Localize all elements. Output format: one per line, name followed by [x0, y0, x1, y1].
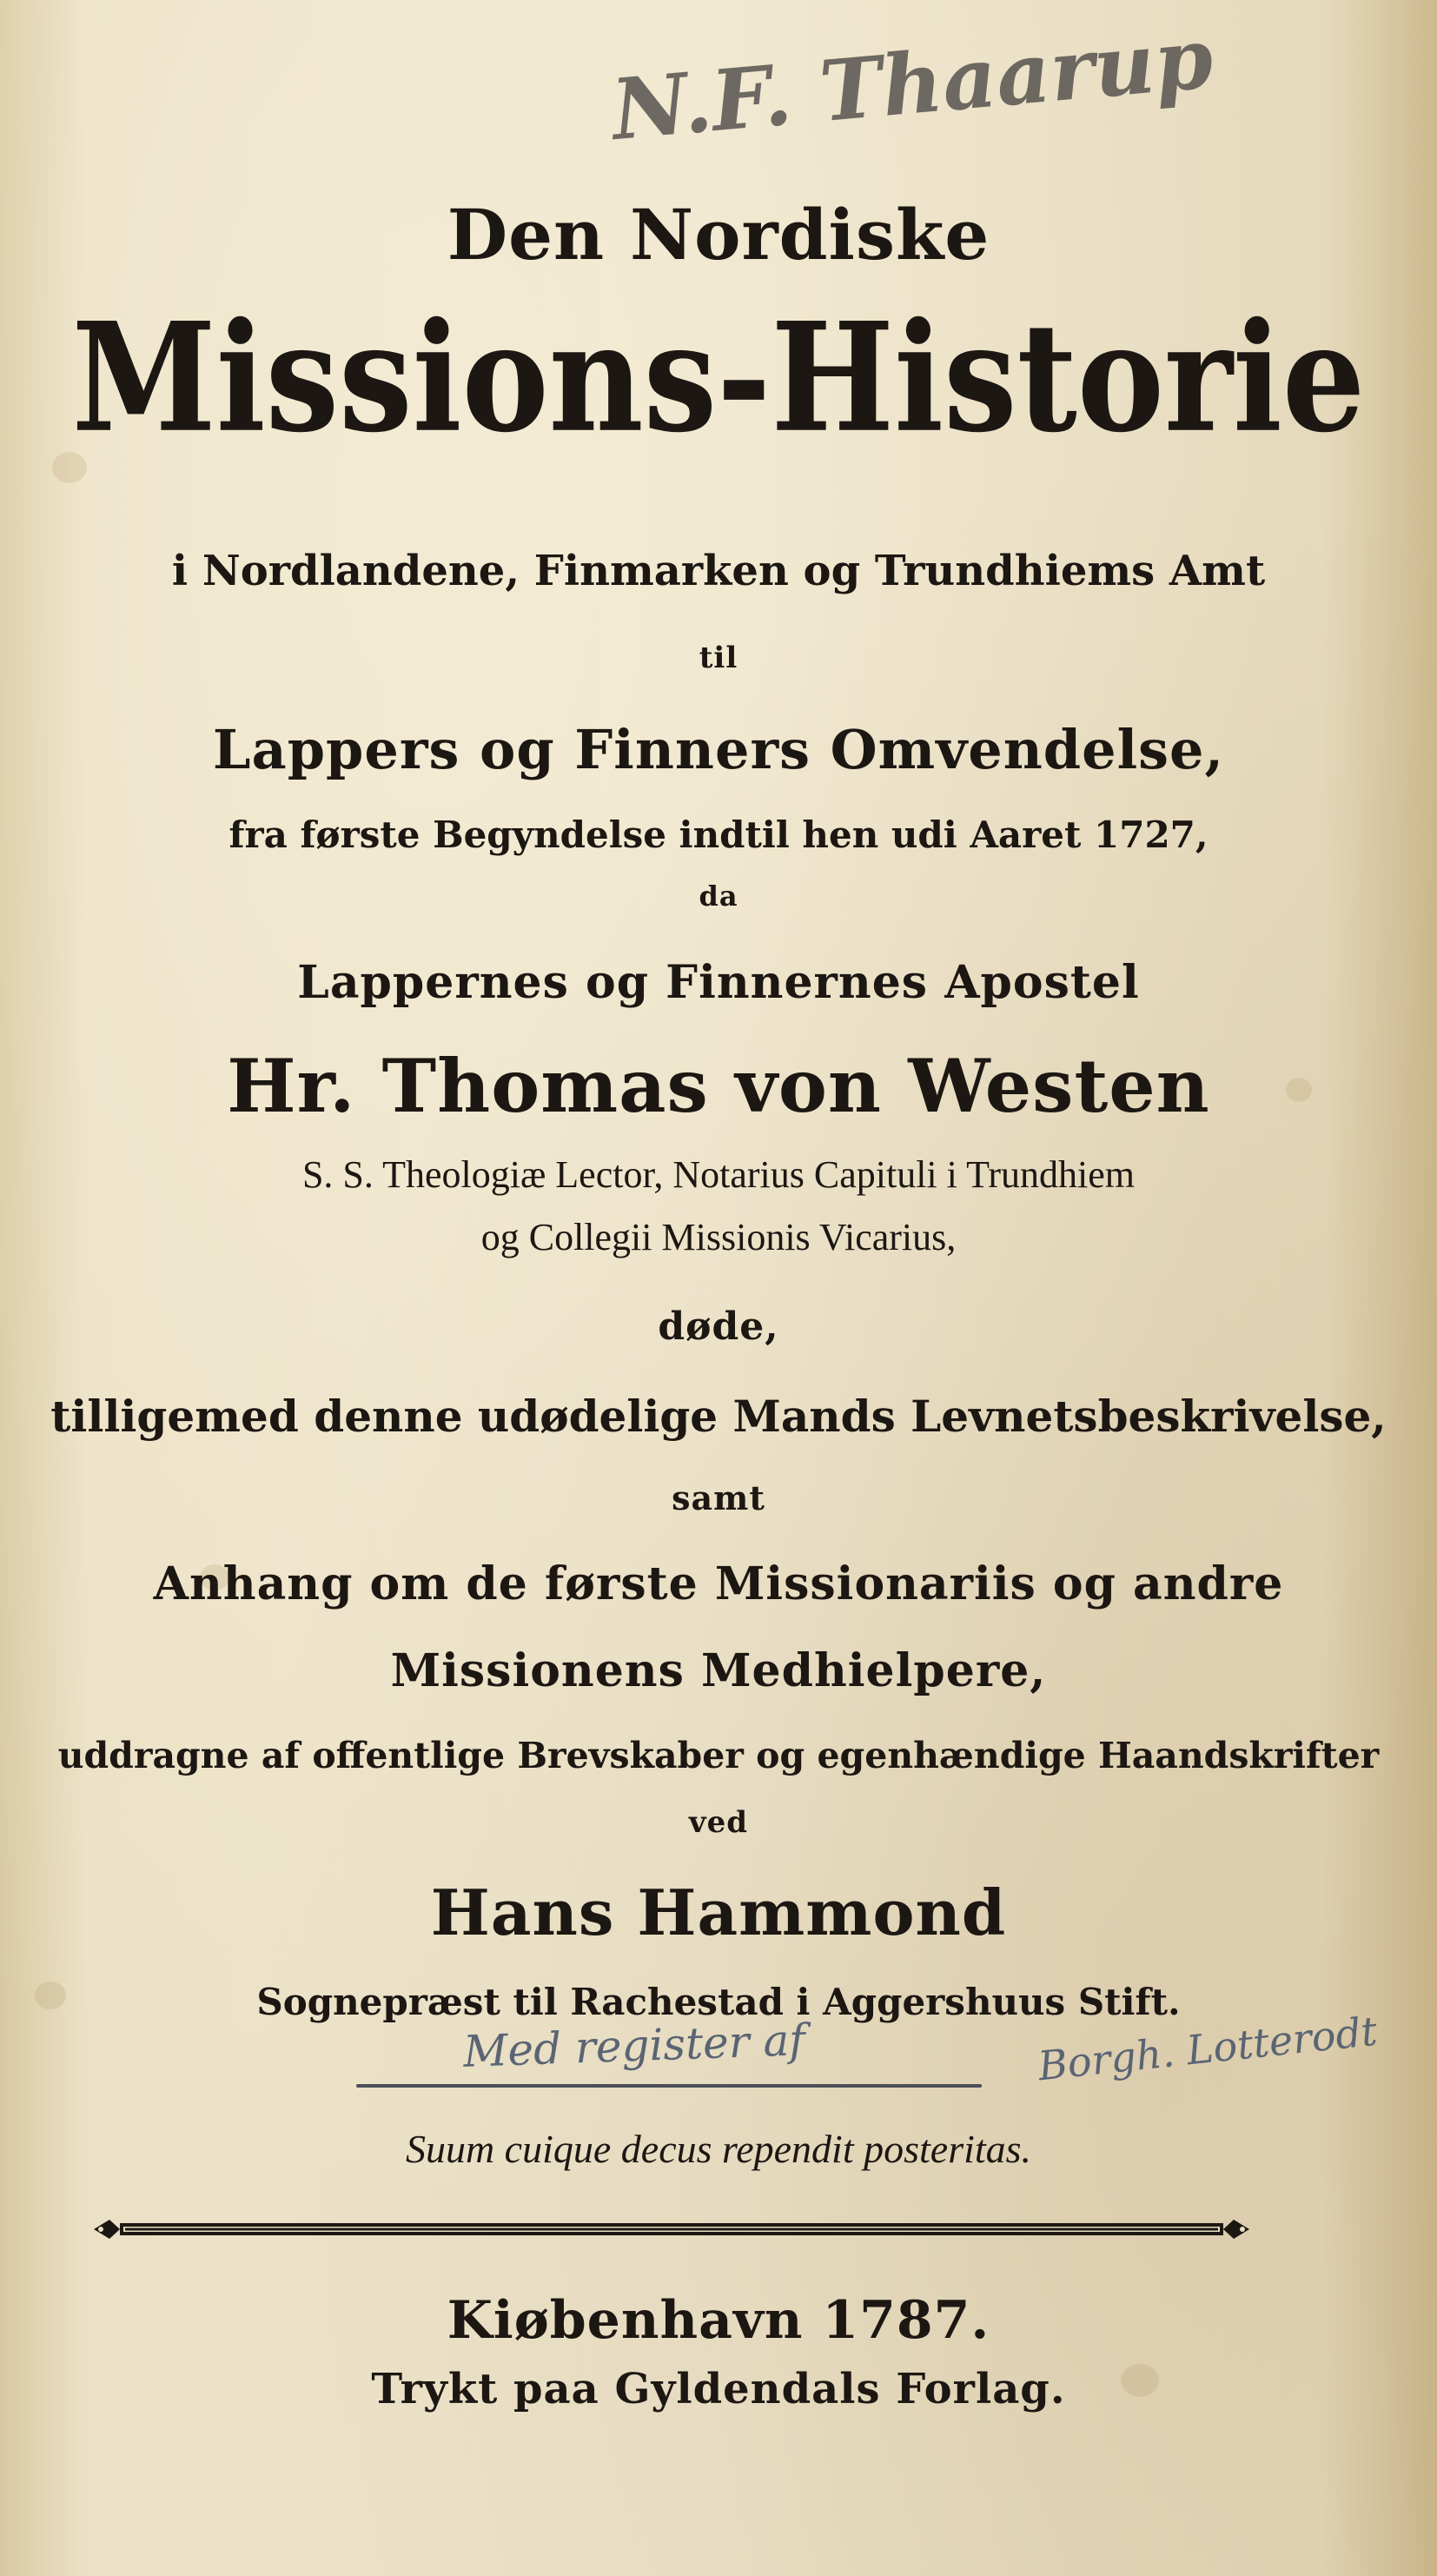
- handwritten-signature: N.F. Thaarup: [607, 8, 1217, 160]
- title-line-1: Den Nordiske: [447, 194, 990, 276]
- middle-line-3: samt: [672, 1478, 765, 1517]
- title-line-2: Missions-Historie: [71, 289, 1366, 467]
- middle-line-5: Missionens Medhielpere,: [390, 1644, 1047, 1697]
- author-name: Hans Hammond: [430, 1876, 1007, 1949]
- person-role-line-1: S. S. Theologiæ Lector, Notarius Capituli i Trundhiem: [301, 1153, 1136, 1196]
- person-name: Hr. Thomas von Westen: [227, 1043, 1210, 1129]
- subtitle-line-2: til: [699, 641, 738, 675]
- subtitle-line-3: Lappers og Finners Omvendelse,: [212, 718, 1225, 781]
- middle-line-2: tilligemed denne udødelige Mands Levnetsbeskrivelse,: [50, 1391, 1387, 1442]
- handwritten-note-left: Med register af: [462, 2015, 806, 2077]
- ornamental-divider: [94, 2214, 1249, 2244]
- subtitle-line-1: i Nordlandene, Finmarken og Trundhiems Amt: [171, 547, 1266, 595]
- middle-line-7: ved: [688, 1805, 749, 1840]
- middle-line-1: døde,: [658, 1305, 779, 1349]
- subtitle-line-5: da: [699, 880, 738, 913]
- person-role-line-2: og Collegii Missionis Vicarius,: [480, 1216, 957, 1258]
- motto: Suum cuique decus rependit posteritas.: [405, 2127, 1032, 2171]
- imprint-place-year: Kiøbenhavn 1787.: [447, 2290, 990, 2351]
- middle-line-4: Anhang om de første Missionariis og andre: [153, 1557, 1284, 1610]
- imprint-publisher: Trykt paa Gyldendals Forlag.: [371, 2365, 1066, 2413]
- handwritten-note-right: Borgh. Lotterodt: [1036, 2007, 1380, 2090]
- subtitle-line-6: Lappernes og Finnernes Apostel: [297, 956, 1140, 1009]
- subtitle-line-4: fra første Begyndelse indtil hen udi Aaret 1727,: [228, 813, 1209, 856]
- author-title: Sognepræst til Rachestad i Aggershuus Stift.: [256, 1981, 1181, 2023]
- handwritten-underline: [356, 2084, 982, 2088]
- middle-line-6: uddragne af offentlige Brevskaber og egenhændige Haandskrifter: [57, 1735, 1380, 1776]
